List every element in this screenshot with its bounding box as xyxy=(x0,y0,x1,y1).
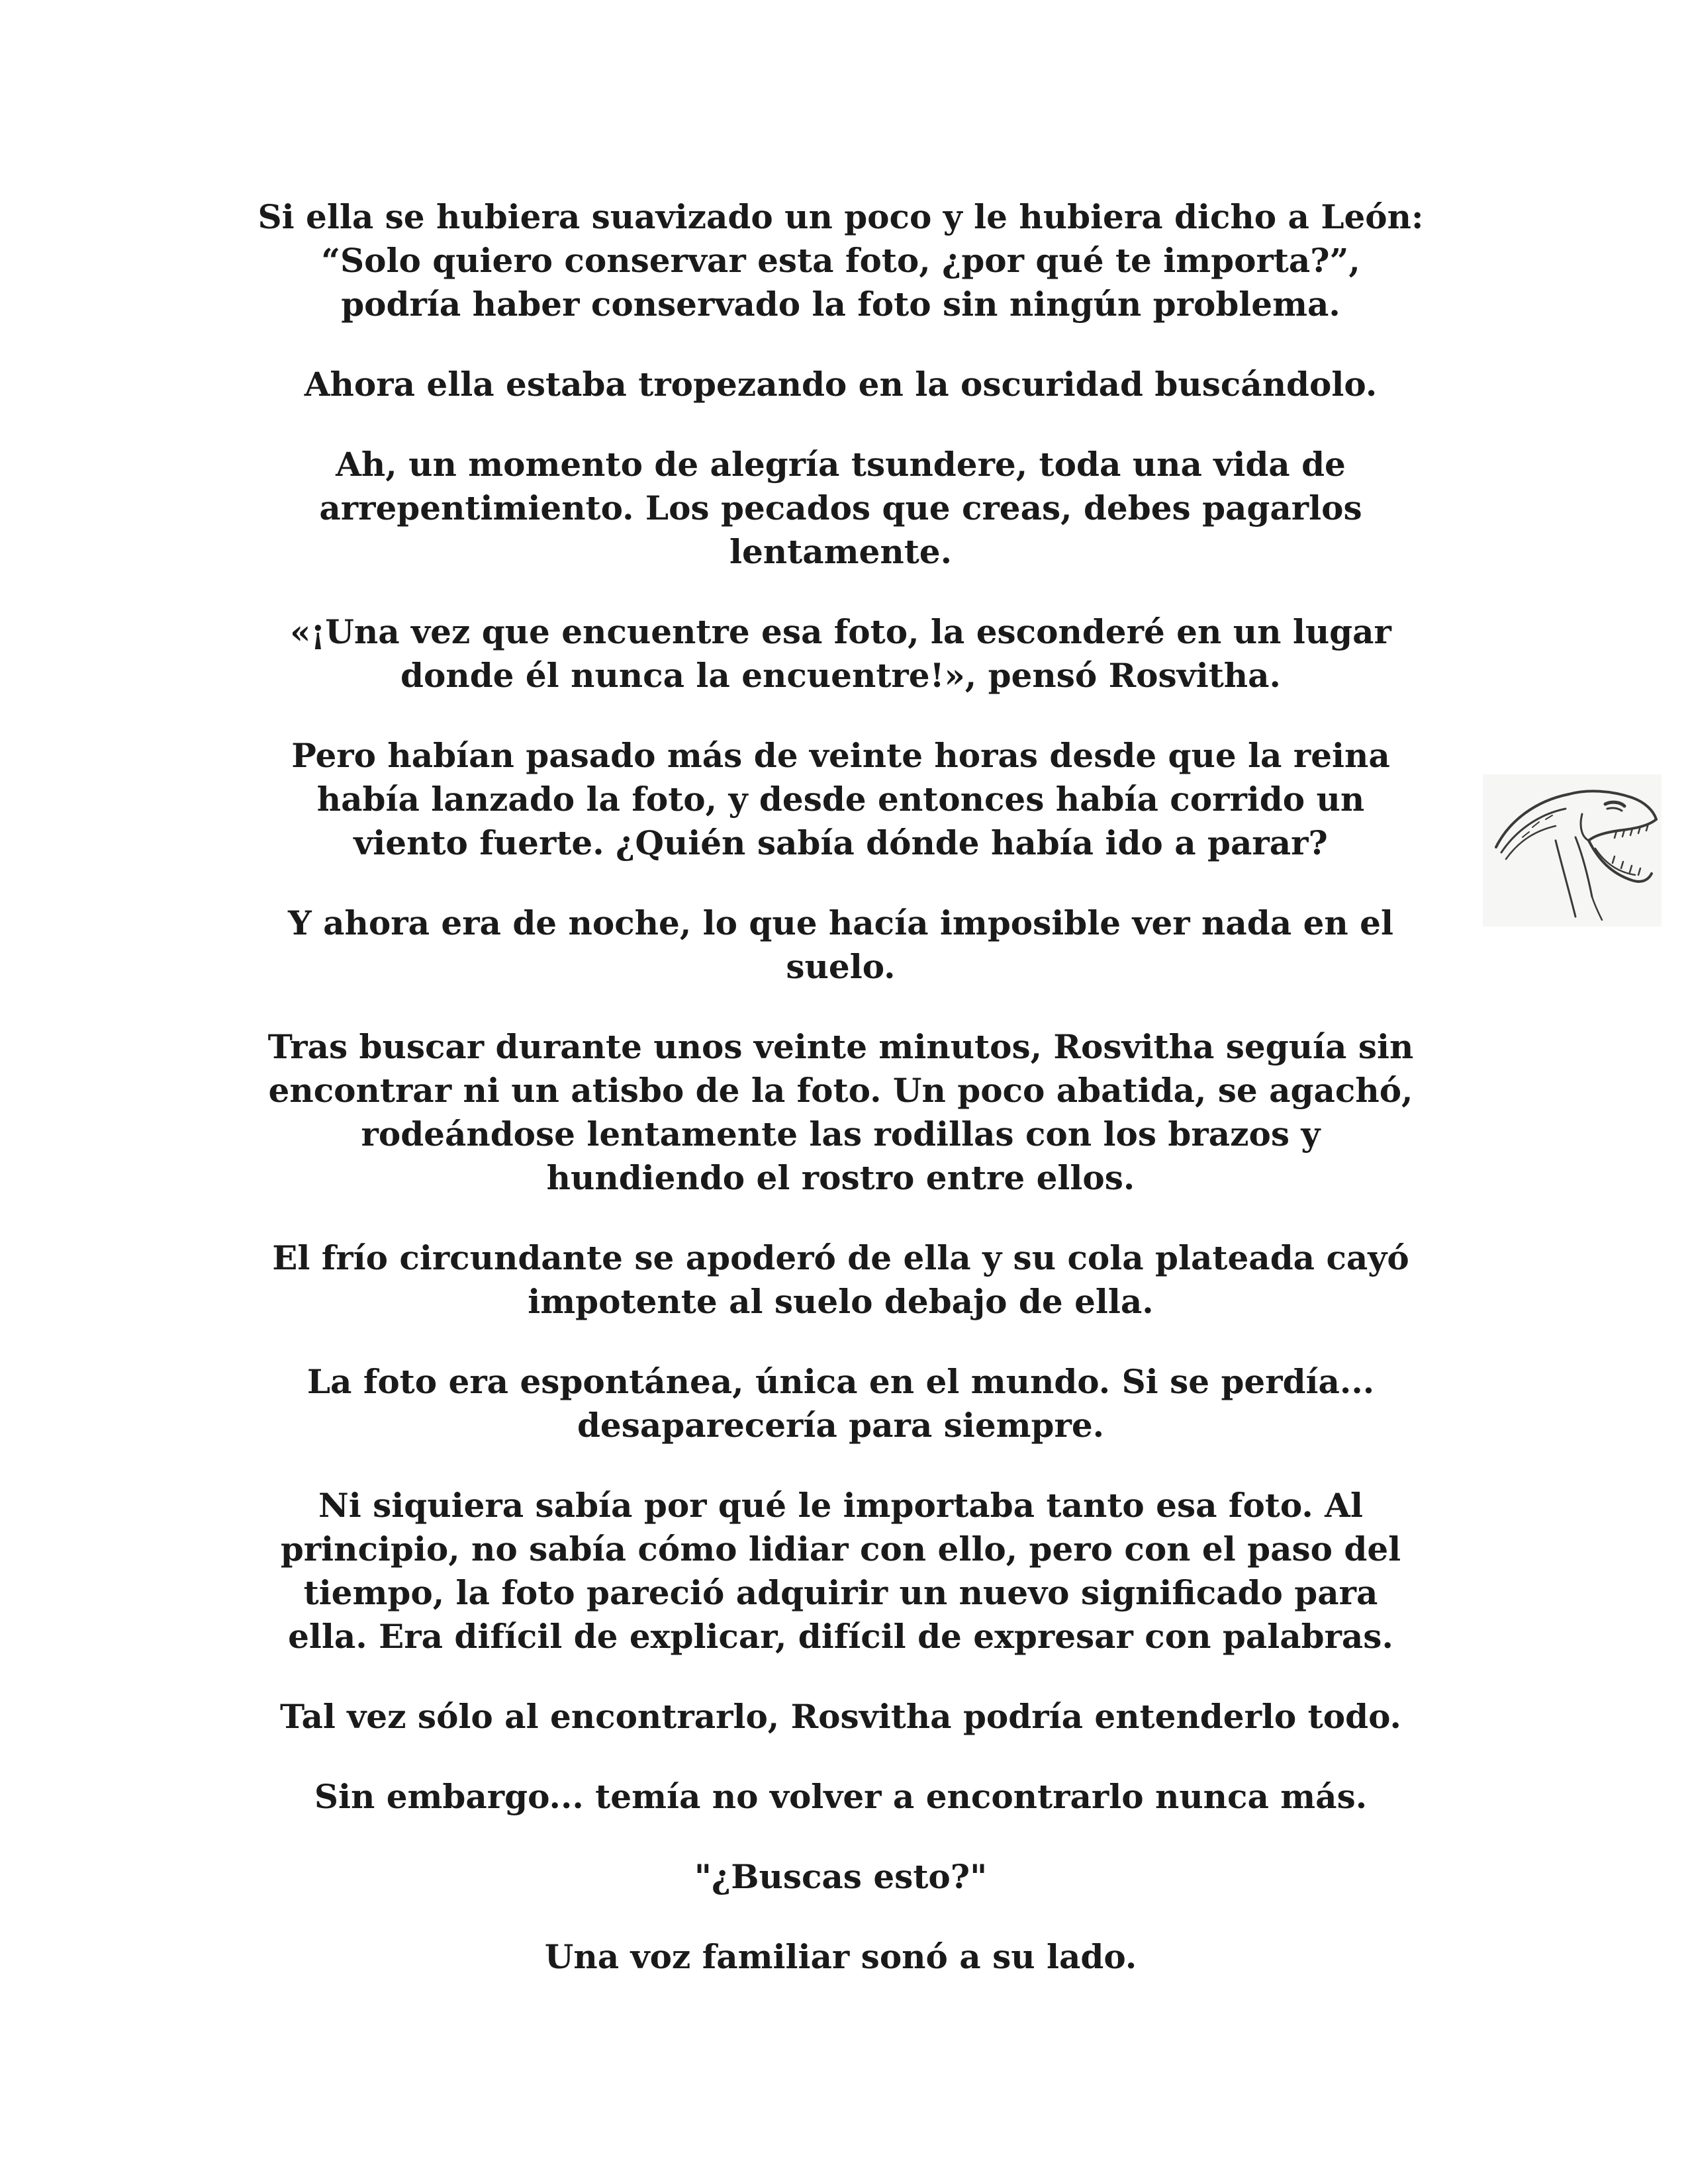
dinosaur-sketch-icon xyxy=(1483,774,1662,927)
paragraph: Sin embargo... temía no volver a encontrarlo nunca más. xyxy=(314,1777,1368,1816)
paragraph: «¡Una vez que encuentre esa foto, la esconderé en un lugar donde él nunca la encuentre!», pensó Rosvitha. xyxy=(290,612,1391,695)
paragraph: "¿Buscas esto?" xyxy=(694,1857,988,1896)
paragraph: Ah, un momento de alegría tsundere, toda una vida de arrepentimiento. Los pecados que creas, debes pagarlos lentamente. xyxy=(319,445,1362,571)
paragraph: El frío circundante se apoderó de ella y su cola plateada cayó impotente al suelo debajo de ella. xyxy=(272,1238,1409,1321)
paragraph: La foto era espontánea, única en el mundo. Si se perdía... desaparecería para siempre. xyxy=(306,1362,1375,1445)
paragraph: Y ahora era de noche, lo que hacía imposible ver nada en el suelo. xyxy=(288,903,1393,986)
paragraph: Una voz familiar sonó a su lado. xyxy=(544,1937,1137,1976)
paragraph: Tal vez sólo al encontrarlo, Rosvitha podría entenderlo todo. xyxy=(280,1697,1401,1736)
paragraph: Ni siquiera sabía por qué le importaba tanto esa foto. Al principio, no sabía cómo lidiar con ello, pero con el paso del tiempo, la foto pareció adquirir un nuevo significado para ella. Era difícil de explicar, difícil de expresar con palabras. xyxy=(280,1486,1401,1656)
paragraph: Ahora ella estaba tropezando en la oscuridad buscándolo. xyxy=(304,365,1378,404)
paragraph: Pero habían pasado más de veinte horas desde que la reina había lanzado la foto, y desde entonces había corrido un viento fuerte. ¿Quién sabía dónde había ido a parar? xyxy=(291,736,1390,862)
story-text xyxy=(218,195,1463,2015)
paragraph: Tras buscar durante unos veinte minutos, Rosvitha seguía sin encontrar ni un atisbo de la foto. Un poco abatida, se agachó, rodeándose lentamente las rodillas con los brazos y hundiendo el rostro entre ellos. xyxy=(267,1027,1414,1197)
paragraph: Si ella se hubiera suavizado un poco y le hubiera dicho a León: “Solo quiero conservar esta foto, ¿por qué te importa?”, podría haber conservado la foto sin ningún problema. xyxy=(258,197,1424,324)
